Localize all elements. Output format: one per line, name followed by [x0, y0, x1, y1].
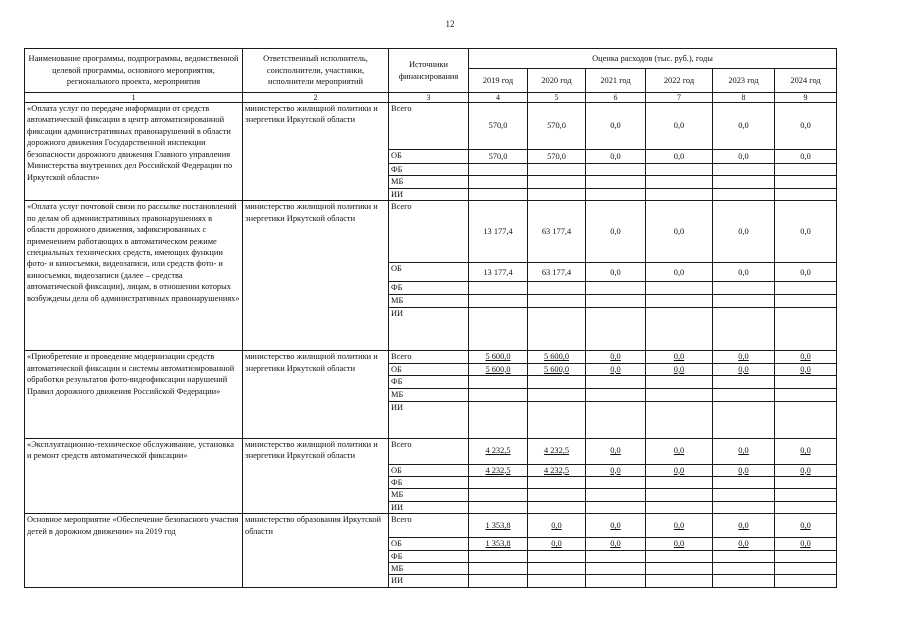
year-value-cell [586, 103, 646, 150]
year-value-cell [469, 263, 528, 282]
year-value-cell [646, 363, 713, 375]
column-number: 7 [646, 93, 713, 103]
year-value-cell [528, 538, 586, 550]
year-value-cell [646, 295, 713, 308]
budget-table [24, 48, 837, 588]
year-value-cell [586, 401, 646, 438]
header-year: 2021 год [586, 69, 646, 93]
year-value-cell [586, 514, 646, 538]
funding-source: ОБ [389, 150, 469, 164]
year-value-cell [646, 176, 713, 188]
funding-source: Всего [389, 514, 469, 538]
year-value: 0,0 [738, 446, 749, 456]
year-value: 13 177,4 [483, 267, 513, 277]
year-value: 0,0 [610, 227, 621, 237]
year-value: 0,0 [800, 121, 811, 131]
year-value: 5 600,0 [485, 352, 511, 362]
funding-source: ФБ [389, 376, 469, 388]
year-value-cell [469, 282, 528, 295]
year-value: 0,0 [738, 121, 749, 131]
year-value-cell [528, 164, 586, 176]
year-value-cell [775, 376, 837, 388]
year-value-cell [528, 295, 586, 308]
year-value: 0,0 [738, 267, 749, 277]
year-value-cell [646, 464, 713, 476]
year-value: 0,0 [738, 151, 749, 161]
year-value-cell [646, 388, 713, 401]
year-value-cell [469, 563, 528, 575]
year-value: 0,0 [738, 465, 749, 475]
year-value: 0,0 [673, 465, 685, 475]
year-value-cell [775, 103, 837, 150]
table-row [25, 438, 837, 464]
table-row [25, 201, 837, 263]
funding-source: ИИ [389, 575, 469, 587]
year-value-cell [469, 295, 528, 308]
year-value-cell [469, 489, 528, 501]
year-value: 0,0 [800, 446, 811, 456]
year-value: 0,0 [673, 364, 685, 374]
year-value-cell [469, 103, 528, 150]
year-value-cell [469, 176, 528, 188]
year-value-cell [469, 308, 528, 351]
year-value-cell [646, 476, 713, 488]
year-value: 0,0 [610, 121, 621, 131]
year-value-cell [713, 514, 775, 538]
year-value-cell [469, 363, 528, 375]
year-value: 0,0 [673, 521, 685, 530]
year-value-cell [586, 263, 646, 282]
year-value-cell [775, 501, 837, 513]
year-value: 0,0 [738, 521, 749, 530]
year-value-cell [713, 550, 775, 562]
table-row [25, 103, 837, 150]
year-value-cell [775, 363, 837, 375]
year-value-cell [469, 351, 528, 363]
year-value-cell [586, 538, 646, 550]
column-number: 5 [528, 93, 586, 103]
year-value-cell [586, 295, 646, 308]
year-value-cell [713, 376, 775, 388]
year-value-cell [646, 563, 713, 575]
year-value-cell [586, 388, 646, 401]
year-value: 0,0 [551, 539, 562, 549]
year-value-cell [775, 282, 837, 295]
year-value-cell [469, 438, 528, 464]
year-value-cell [528, 201, 586, 263]
header-year: 2019 год [469, 69, 528, 93]
year-value-cell [775, 550, 837, 562]
year-value-cell [775, 388, 837, 401]
year-value: 570,0 [547, 121, 566, 131]
year-value-cell [775, 308, 837, 351]
year-value-cell [586, 201, 646, 263]
year-value-cell [646, 351, 713, 363]
year-value-cell [528, 388, 586, 401]
year-value: 0,0 [610, 267, 621, 277]
year-value-cell [528, 575, 586, 587]
year-value-cell [775, 464, 837, 476]
year-value: 0,0 [673, 539, 685, 549]
year-value-cell [586, 164, 646, 176]
year-value: 0,0 [673, 227, 685, 237]
year-value-cell [646, 376, 713, 388]
year-value-cell [528, 363, 586, 375]
funding-source: ФБ [389, 282, 469, 295]
year-value-cell [528, 550, 586, 562]
year-value-cell [586, 575, 646, 587]
year-value: 0,0 [800, 151, 811, 161]
responsible-executor: министерство жилищной политики и энергетики Иркутской области [243, 201, 389, 351]
year-value-cell [586, 282, 646, 295]
year-value-cell [469, 575, 528, 587]
year-value-cell [775, 563, 837, 575]
year-value: 63 177,4 [541, 227, 572, 237]
year-value: 570,0 [488, 121, 508, 131]
year-value-cell [528, 282, 586, 295]
year-value-cell [713, 501, 775, 513]
year-value-cell [528, 438, 586, 464]
year-value-cell [528, 514, 586, 538]
year-value-cell [646, 575, 713, 587]
year-value-cell [528, 176, 586, 188]
year-value-cell [646, 489, 713, 501]
year-value: 0,0 [610, 465, 621, 475]
activity-name: «Эксплуатационно-техническое обслуживание, установка и ремонт средств автоматической фиксации» [25, 438, 243, 514]
year-value-cell [713, 388, 775, 401]
column-number: 4 [469, 93, 528, 103]
year-value-cell [713, 476, 775, 488]
year-value-cell [713, 489, 775, 501]
year-value-cell [528, 476, 586, 488]
year-value-cell [528, 401, 586, 438]
year-value-cell [528, 351, 586, 363]
year-value-cell [775, 438, 837, 464]
year-value-cell [775, 351, 837, 363]
year-value-cell [775, 514, 837, 538]
activity-name: «Оплата услуг почтовой связи по рассылке постановлений по делам об административных правонарушениях в области дорожного движения, зафиксированных с применением работающих в автоматическом режиме специальных технических средств, имеющих функции фото- и киносъемки, видеозаписи, или средств фото- и киносъемки, видеозаписи (далее – средства автоматической фиксации), лицам, в отношении которых возбуждены дела об административных правонарушениях» [25, 201, 243, 351]
year-value-cell [713, 150, 775, 164]
year-value-cell [713, 201, 775, 263]
year-value: 4 232,5 [543, 465, 570, 475]
year-value: 4 232,5 [543, 446, 570, 456]
funding-source: ОБ [389, 464, 469, 476]
year-value-cell [469, 376, 528, 388]
table-body [25, 103, 837, 588]
year-value-cell [528, 150, 586, 164]
year-value-cell [469, 476, 528, 488]
column-number: 3 [389, 93, 469, 103]
year-value-cell [775, 201, 837, 263]
funding-source: МБ [389, 388, 469, 401]
year-value: 0,0 [610, 364, 621, 374]
header-year: 2023 год [713, 69, 775, 93]
responsible-executor: министерство жилищной политики и энергетики Иркутской области [243, 438, 389, 514]
year-value-cell [775, 575, 837, 587]
year-value: 0,0 [738, 364, 749, 374]
funding-source: Всего [389, 201, 469, 263]
year-value-cell [713, 103, 775, 150]
activity-name: Основное мероприятие «Обеспечение безопасного участия детей в дорожном движении» на 2019 год [25, 514, 243, 588]
year-value-cell [586, 150, 646, 164]
year-value-cell [469, 188, 528, 200]
year-value-cell [586, 363, 646, 375]
year-value: 0,0 [673, 121, 685, 131]
year-value-cell [713, 164, 775, 176]
year-value-cell [469, 514, 528, 538]
year-value: 0,0 [610, 446, 621, 456]
funding-source: ФБ [389, 164, 469, 176]
year-value: 0,0 [800, 267, 811, 277]
funding-source: МБ [389, 295, 469, 308]
year-value-cell [775, 476, 837, 488]
year-value-cell [646, 438, 713, 464]
year-value-cell [469, 550, 528, 562]
year-value-cell [528, 188, 586, 200]
year-value: 570,0 [547, 151, 566, 161]
year-value-cell [528, 376, 586, 388]
year-value: 0,0 [610, 151, 621, 161]
year-value-cell [713, 263, 775, 282]
year-value: 5 600,0 [485, 364, 511, 374]
year-value-cell [713, 464, 775, 476]
year-value-cell [586, 464, 646, 476]
year-value: 0,0 [673, 446, 685, 456]
year-value-cell [713, 438, 775, 464]
year-value: 0,0 [551, 521, 562, 530]
year-value-cell [775, 295, 837, 308]
year-value-cell [646, 501, 713, 513]
year-value-cell [586, 563, 646, 575]
year-value: 0,0 [738, 539, 749, 549]
year-value-cell [469, 501, 528, 513]
year-value: 0,0 [610, 539, 621, 549]
column-number: 2 [243, 93, 389, 103]
year-value-cell [586, 308, 646, 351]
responsible-executor: министерство образования Иркутской области [243, 514, 389, 588]
column-number: 9 [775, 93, 837, 103]
year-value-cell [713, 295, 775, 308]
year-value-cell [528, 103, 586, 150]
year-value-cell [646, 263, 713, 282]
year-value-cell [713, 538, 775, 550]
year-value-cell [586, 376, 646, 388]
year-value-cell [775, 176, 837, 188]
year-value-cell [713, 563, 775, 575]
header-executor: Ответственный исполнитель, соисполнители, участники, исполнители мероприятий [243, 49, 389, 93]
year-value-cell [713, 401, 775, 438]
year-value: 0,0 [673, 267, 685, 277]
year-value-cell [713, 575, 775, 587]
year-value-cell [646, 514, 713, 538]
column-number: 8 [713, 93, 775, 103]
year-value: 0,0 [800, 521, 811, 530]
year-value-cell [646, 282, 713, 295]
year-value-cell [646, 401, 713, 438]
funding-source: ИИ [389, 188, 469, 200]
year-value-cell [713, 351, 775, 363]
header-year: 2020 год [528, 69, 586, 93]
header-estimate: Оценка расходов (тыс. руб.), годы [469, 49, 837, 69]
year-value: 5 600,0 [543, 364, 570, 374]
year-value-cell [775, 489, 837, 501]
year-value-cell [528, 464, 586, 476]
funding-source: ОБ [389, 263, 469, 282]
year-value-cell [469, 388, 528, 401]
year-value-cell [775, 538, 837, 550]
year-value-cell [586, 188, 646, 200]
year-value: 0,0 [738, 352, 749, 362]
year-value: 0,0 [800, 227, 811, 237]
header-year: 2024 год [775, 69, 837, 93]
year-value: 0,0 [610, 352, 621, 362]
year-value-cell [713, 363, 775, 375]
year-value-cell [469, 538, 528, 550]
year-value-cell [586, 489, 646, 501]
header-year: 2022 год [646, 69, 713, 93]
year-value: 4 232,5 [485, 446, 511, 456]
funding-source: ИИ [389, 401, 469, 438]
year-value-cell [469, 464, 528, 476]
year-value-cell [775, 150, 837, 164]
year-value-cell [469, 164, 528, 176]
year-value-cell [713, 188, 775, 200]
year-value: 63 177,4 [541, 267, 572, 277]
header-sources: Источники финансирования [389, 49, 469, 93]
year-value-cell [775, 188, 837, 200]
year-value-cell [586, 550, 646, 562]
funding-source: МБ [389, 176, 469, 188]
year-value-cell [586, 476, 646, 488]
column-number: 6 [586, 93, 646, 103]
responsible-executor: министерство жилищной политики и энергетики Иркутской области [243, 351, 389, 438]
table-row [25, 514, 837, 538]
year-value-cell [586, 351, 646, 363]
year-value-cell [528, 489, 586, 501]
funding-source: ИИ [389, 501, 469, 513]
year-value: 0,0 [738, 227, 749, 237]
year-value-cell [646, 550, 713, 562]
funding-source: Всего [389, 103, 469, 150]
year-value: 0,0 [610, 521, 621, 530]
header-name: Наименование программы, подпрограммы, ведомственной целевой программы, основного мероприятия, регионального проекта, мероприятия [25, 49, 243, 93]
year-value: 1 353,8 [485, 521, 511, 530]
year-value: 0,0 [673, 151, 685, 161]
year-value-cell [646, 188, 713, 200]
year-value-cell [775, 263, 837, 282]
year-value: 0,0 [800, 465, 811, 475]
year-value-cell [586, 176, 646, 188]
year-value: 5 600,0 [543, 352, 570, 362]
activity-name: «Приобретение и проведение модернизации средств автоматической фиксации и системы автоматизированной обработки результатов фото-видеофиксации нарушений Правил дорожного движения Российской Федерации» [25, 351, 243, 438]
year-value-cell [775, 401, 837, 438]
funding-source: Всего [389, 351, 469, 363]
year-value-cell [646, 164, 713, 176]
year-value-cell [528, 308, 586, 351]
year-value-cell [713, 282, 775, 295]
year-value-cell [646, 308, 713, 351]
year-value: 570,0 [488, 151, 508, 161]
year-value-cell [528, 263, 586, 282]
funding-source: ФБ [389, 550, 469, 562]
year-value-cell [469, 201, 528, 263]
activity-name: «Оплата услуг по передаче информации от средств автоматической фиксации в центр автоматизированной фиксации административных правонарушений в области дорожного движения Государственной инспекции безопасности дорожного движения Главного управления Министерства внутренних дел Российской Федерации по Иркутской области» [25, 103, 243, 201]
year-value-cell [713, 176, 775, 188]
year-value-cell [646, 150, 713, 164]
page-number: 12 [445, 19, 455, 29]
table-row [25, 351, 837, 363]
year-value-cell [646, 201, 713, 263]
year-value: 13 177,4 [483, 227, 513, 237]
year-value: 0,0 [800, 364, 811, 374]
funding-source: ФБ [389, 476, 469, 488]
funding-source: МБ [389, 489, 469, 501]
year-value: 0,0 [800, 352, 811, 362]
year-value-cell [469, 150, 528, 164]
year-value: 0,0 [673, 352, 685, 362]
responsible-executor: министерство жилищной политики и энергетики Иркутской области [243, 103, 389, 201]
year-value-cell [528, 501, 586, 513]
year-value-cell [528, 563, 586, 575]
year-value: 0,0 [800, 539, 811, 549]
funding-source: МБ [389, 563, 469, 575]
funding-source: ОБ [389, 363, 469, 375]
year-value-cell [586, 501, 646, 513]
year-value-cell [469, 401, 528, 438]
column-number: 1 [25, 93, 243, 103]
year-value-cell [646, 103, 713, 150]
funding-source: ОБ [389, 538, 469, 550]
year-value-cell [713, 308, 775, 351]
year-value-cell [775, 164, 837, 176]
funding-source: ИИ [389, 308, 469, 351]
year-value: 1 353,8 [485, 539, 511, 549]
funding-source: Всего [389, 438, 469, 464]
year-value: 4 232,5 [485, 465, 511, 475]
year-value-cell [646, 538, 713, 550]
year-value-cell [586, 438, 646, 464]
